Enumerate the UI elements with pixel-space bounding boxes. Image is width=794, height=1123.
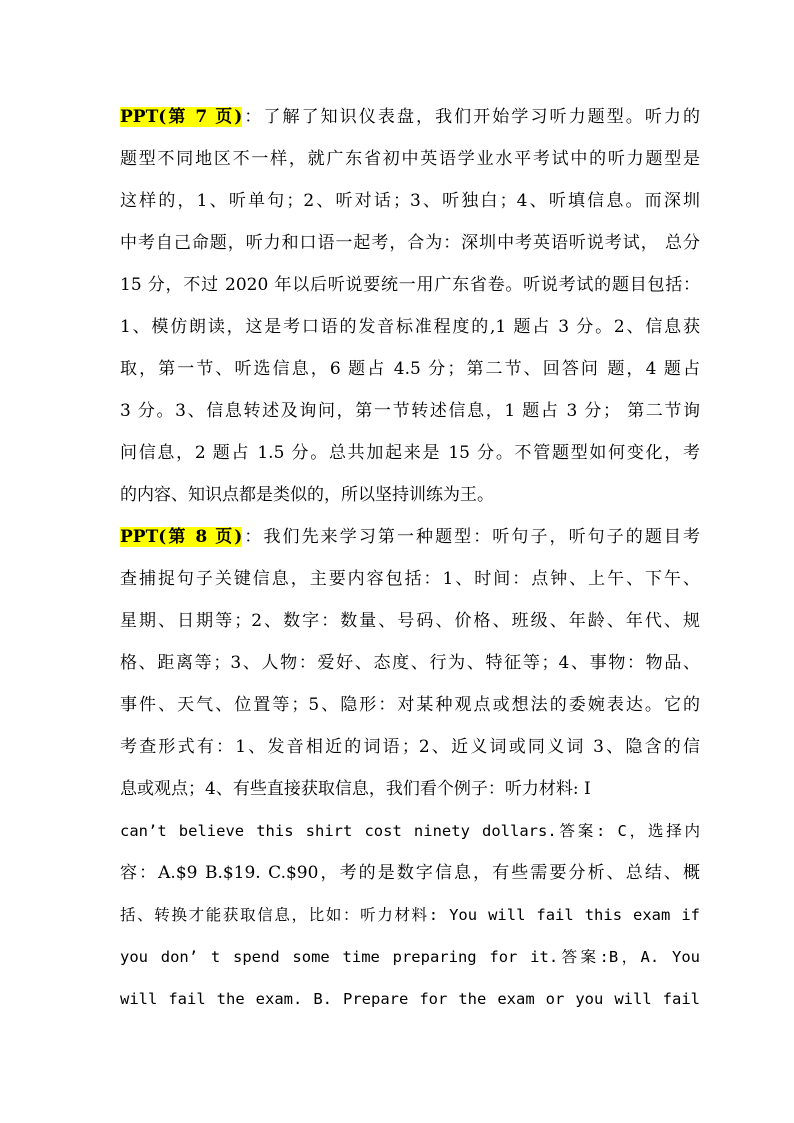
paragraph-1-line-9: 问信息，2 题占 1.5 分。总共加起来是 15 分。不管题型如何变化，考 — [120, 443, 700, 463]
paragraph-1-line-4: 中考自己命题，听力和口语一起考，合为：深圳中考英语听说考试， 总分 — [120, 233, 700, 253]
slide-label-highlight: PPT(第 7 页) — [120, 107, 243, 127]
paragraph-2-line-3: 星期、日期等；2、数字：数量、号码、价格、班级、年龄、年代、规 — [120, 611, 700, 631]
paragraph-2-line-8: can’t believe this shirt cost ninety dollars.答案: C，选择内 — [120, 822, 700, 840]
paragraph-2-text: ：我们先来学习第一种题型：听句子，听句子的题目考 — [242, 527, 700, 547]
paragraph-2-line-1 — [120, 523, 700, 565]
document-body — [120, 103, 700, 1027]
paragraph-2-line-4: 格、距离等；3、人物：爱好、态度、行为、特征等；4、事物：物品、 — [120, 653, 700, 673]
paragraph-2-line-11: you don’ t spend some time preparing for it.答案:B，A. You — [120, 948, 700, 966]
paragraph-1-line-5: 15 分，不过 2020 年以后听说要统一用广东省卷。听说考试的题目包括： — [120, 275, 700, 295]
paragraph-1-line-7: 取，第一节、听选信息，6 题占 4.5 分；第二节、回答问 题，4 题占 — [120, 359, 700, 379]
paragraph-1-line-2: 题型不同地区不一样，就广东省初中英语学业水平考试中的听力题型是 — [120, 149, 700, 169]
paragraph-2-line-6: 考查形式有：1、发音相近的词语；2、近义词或同义词 3、隐含的信 — [120, 737, 700, 757]
paragraph-1-line-3: 这样的，1、听单句；2、听对话；3、听独白；4、听填信息。而深圳 — [120, 191, 700, 211]
slide-label-highlight: PPT(第 8 页) — [120, 527, 243, 547]
paragraph-1-line-10: 的内容、知识点都是类似的，所以坚持训练为王。 — [120, 485, 494, 505]
paragraph-2-line-9: 容：A.$9 B.$19. C.$90，考的是数字信息，有些需要分析、总结、概 — [120, 863, 700, 883]
paragraph-2-line-12: will fail the exam. B. Prepare for the exam or you will fail — [120, 990, 700, 1008]
paragraph-1-text: ：了解了知识仪表盘，我们开始学习听力题型。听力的 — [242, 107, 700, 127]
paragraph-2-line-2: 查捕捉句子关键信息，主要内容包括：1、时间：点钟、上午、下午、 — [120, 569, 700, 589]
paragraph-2-line-7: 息或观点；4、有些直接获取信息，我们看个例子：听力材料: I — [120, 779, 591, 799]
paragraph-1-line-6: 1、模仿朗读，这是考口语的发音标准程度的,1 题占 3 分。2、信息获 — [120, 317, 700, 337]
paragraph-1-line-8: 3 分。3、信息转述及询问，第一节转述信息，1 题占 3 分； 第二节询 — [120, 401, 700, 421]
paragraph-2-line-5: 事件、天气、位置等；5、隐形：对某种观点或想法的委婉表达。它的 — [120, 695, 700, 715]
paragraph-1-line-1 — [120, 103, 700, 145]
paragraph-2-line-10: 括、转换才能获取信息，比如：听力材料: You will fail this exam if — [120, 906, 700, 924]
